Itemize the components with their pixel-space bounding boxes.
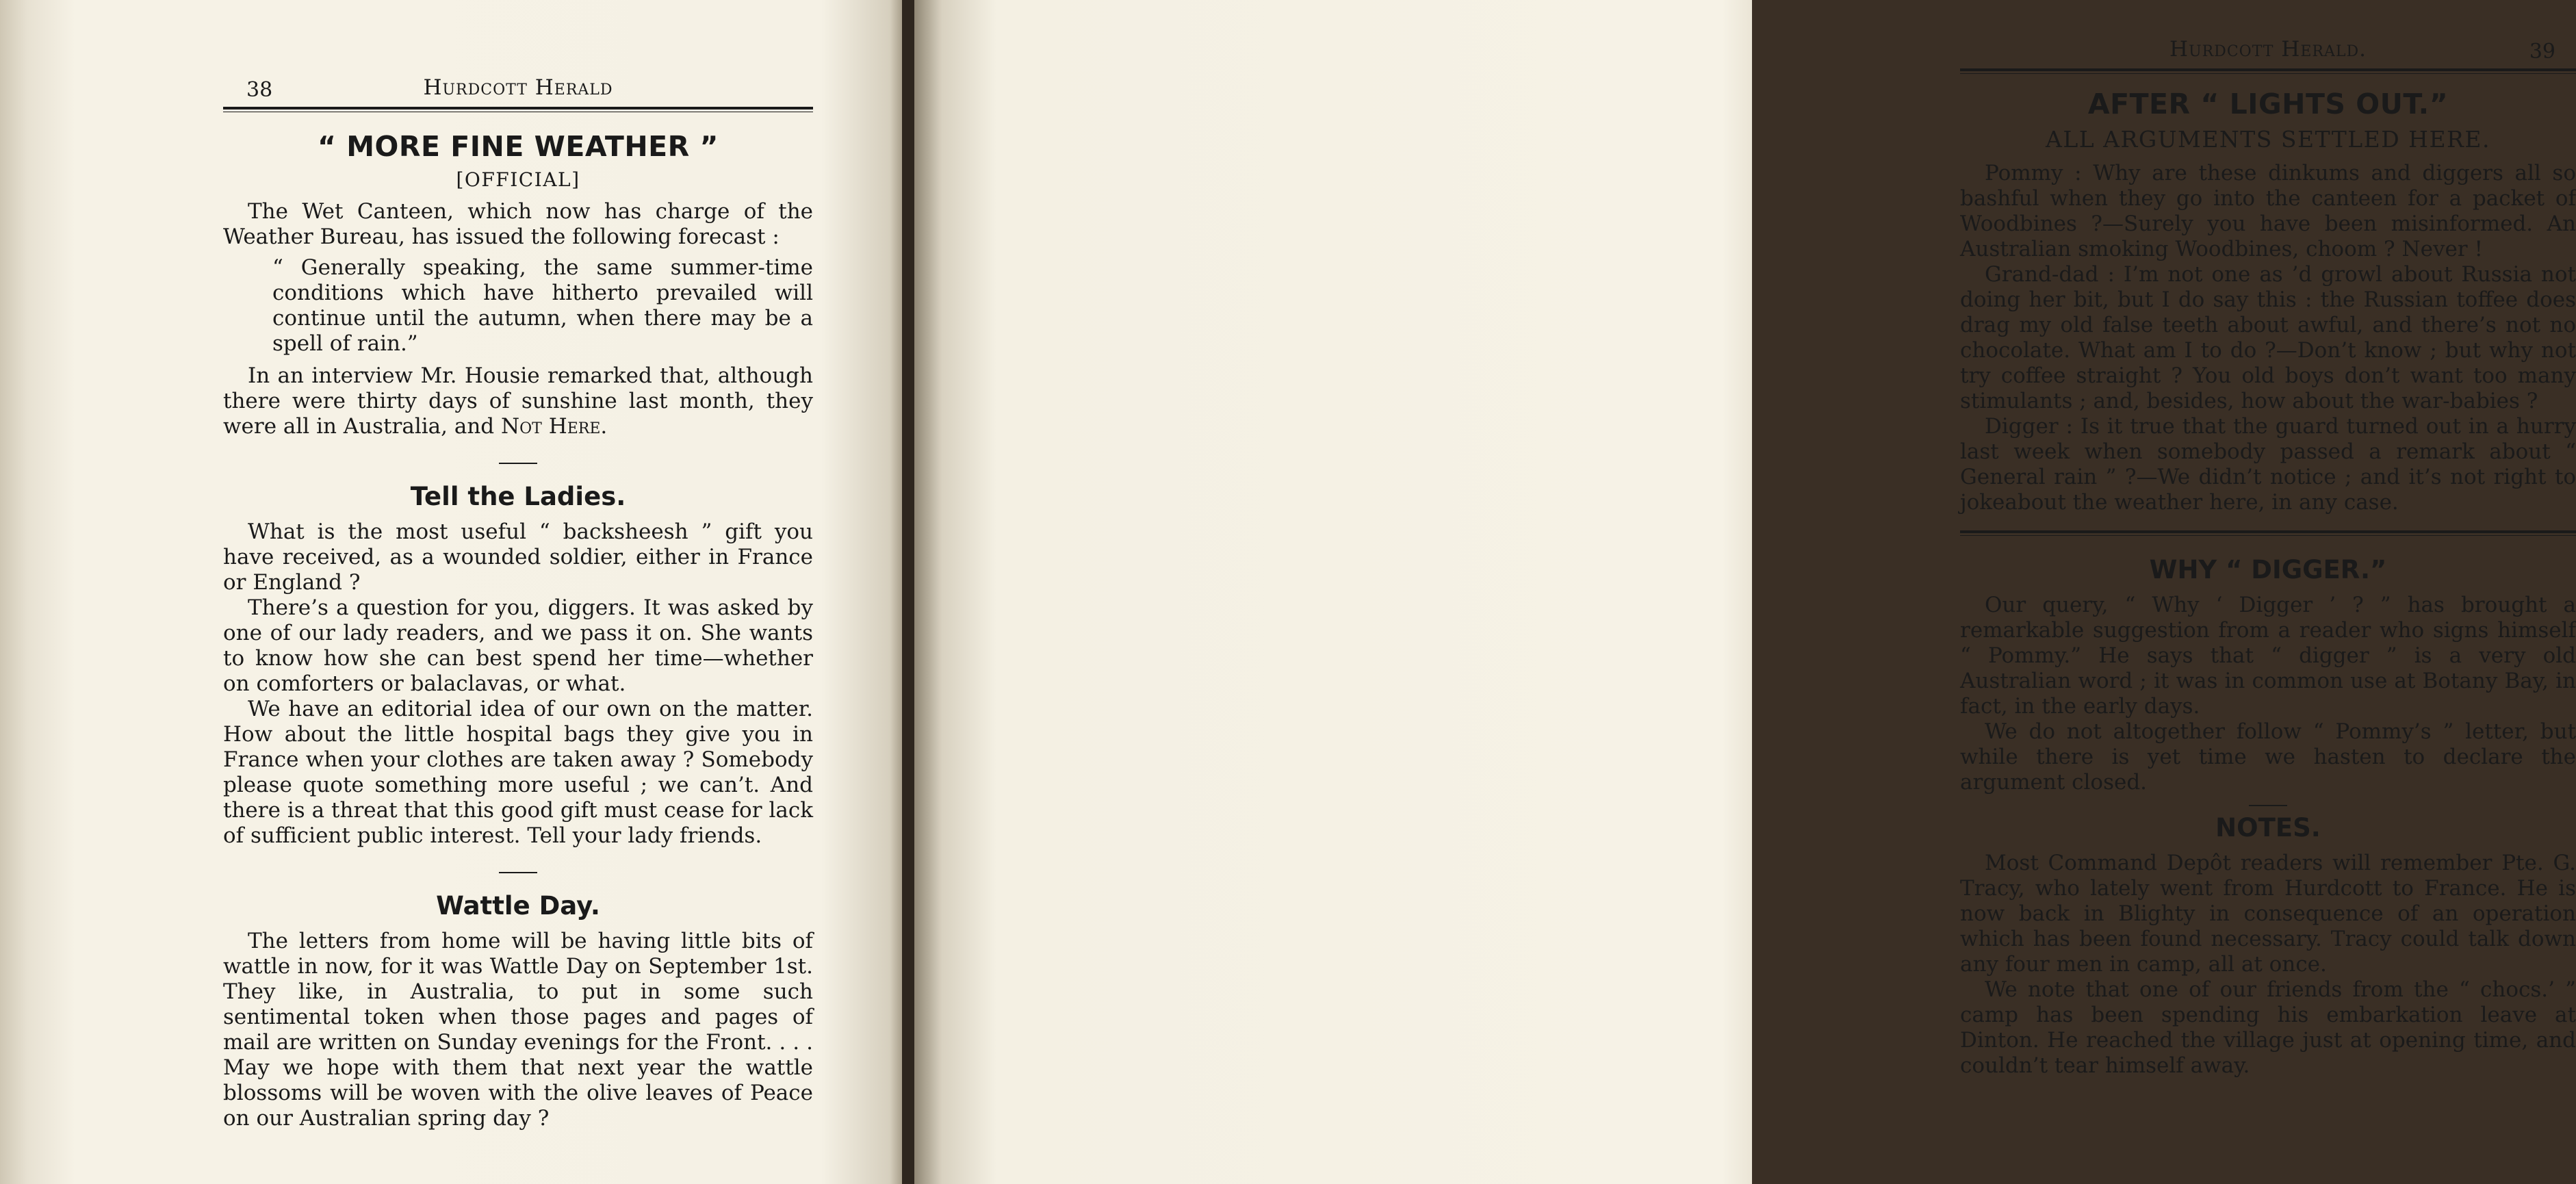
paragraph: There’s a question for you, diggers. It was asked by one of our lady readers, and we pass it on. She wants to know how she can best spend her time—whether on comforters or balaclavas, or what. [223,595,813,696]
headline-notes: NOTES. [2215,813,2321,842]
paragraph: Digger : Is it true that the guard turned out in a hurry last week when somebody passed a remark about “ General rain ” ?—We didn’t notice ; and it’s not right to jokeabout the weather here, in any case. [1960,414,2576,515]
paragraph: Pommy : Why are these dinkums and diggers all so bashful when they go into the canteen for a packet of Woodbines ?—Surely you have been misinformed. An Australian smoking Woodbines, choom ? Never ! [1960,161,2576,261]
paragraph-text: In an interview Mr. Housie remarked that, although there were thirty days of sunshine last month, they were all in Australia, and [223,363,813,439]
subhead-official: [OFFICIAL] [456,168,580,191]
subhead-all-arguments: ALL ARGUMENTS SETTLED HERE. [2046,126,2490,153]
page-number-right: 39 [2529,40,2555,64]
running-head-left [223,73,813,104]
paragraph [223,363,813,439]
paragraph: Most Command Depôt readers will remember Pte. G. Tracy, who lately went from Hurdcott to France. He is now back in Blighty in consequence of an operation which has been found necessary. Tracy could talk down any four men in camp, all at once. [1960,851,2576,977]
right-page-content [1960,34,2576,1079]
paragraph: We note that one of our friends from the “ chocs.’ ” camp has been spending his embarkation leave at Dinton. He reached the village just at opening time, and couldn’t tear himself away. [1960,977,2576,1078]
paragraph: The letters from home will be having little bits of wattle in now, for it was Wattle Day on September 1st. They like, in Australia, to put in some such sentimental token when those pages and pages of mail are written on Sunday evenings for the Front. . . . May we hope with them that next year the wattle blossoms will be woven with the olive leaves of Peace on our Australian spring day ? [223,929,813,1131]
paragraph: The Wet Canteen, which now has charge of the Weather Bureau, has issued the following forecast : [223,199,813,249]
headline-tell-the-ladies: Tell the Ladies. [410,482,626,511]
book-gutter [902,0,914,1184]
running-head-title-left: Hurdcott Herald [423,75,613,100]
header-rule-left [223,107,813,112]
headline-wattle-day: Wattle Day. [436,891,600,921]
section-divider [2249,805,2287,806]
forecast-quote: “ Generally speaking, the same summer-time conditions which have hitherto prevailed will continue until the autumn, when there may be a spell of rain.” [272,255,813,356]
section-rule [1960,530,2576,536]
emphasis-not-here: Not Here. [501,414,608,439]
headline-why-digger: WHY “ DIGGER.” [2149,555,2387,584]
right-page [914,0,2576,1184]
headline-after-lights-out: AFTER “ LIGHTS OUT.” [2087,88,2449,120]
section-divider [499,872,537,873]
headline-more-fine-weather: “ MORE FINE WEATHER ” [318,130,719,163]
header-rule-right [1960,68,2576,74]
running-head-title-right: Hurdcott Herald. [2169,37,2367,62]
paragraph: What is the most useful “ backsheesh ” gift you have received, as a wounded soldier, either in France or England ? [223,519,813,595]
left-page-content [223,73,813,1131]
paragraph: Grand-dad : I’m not one as ’d growl about Russia not doing her bit, but I do say this : the Russian toffee does drag my old false teeth about awful, and there’s not no chocolate. What am I to do ?—Don’t know ; but why not try coffee straight ? You old boys don’t want too many stimulants ; and, besides, how about the war-babies ? [1960,262,2576,413]
page-number-left: 38 [246,78,273,102]
paragraph: We do not altogether follow “ Pommy’s ” letter, but while there is yet time we hasten to declare the argument closed. [1960,719,2576,795]
paragraph: We have an editorial idea of our own on the matter. How about the little hospital bags they give you in France when your clothes are taken away ? Somebody please quote something more useful ; we can’t. And there is a threat that this good gift must cease for lack of sufficient public interest. Tell your lady friends. [223,697,813,848]
section-divider [499,463,537,464]
running-head-right [1960,34,2576,66]
left-page [0,0,902,1184]
paragraph: Our query, “ Why ‘ Digger ’ ? ” has brought a remarkable suggestion from a reader who signs himself “ Pommy.” He says that “ digger ” is a very old Australian word ; it was in common use at Botany Bay, in fact, in the early days. [1960,593,2576,719]
